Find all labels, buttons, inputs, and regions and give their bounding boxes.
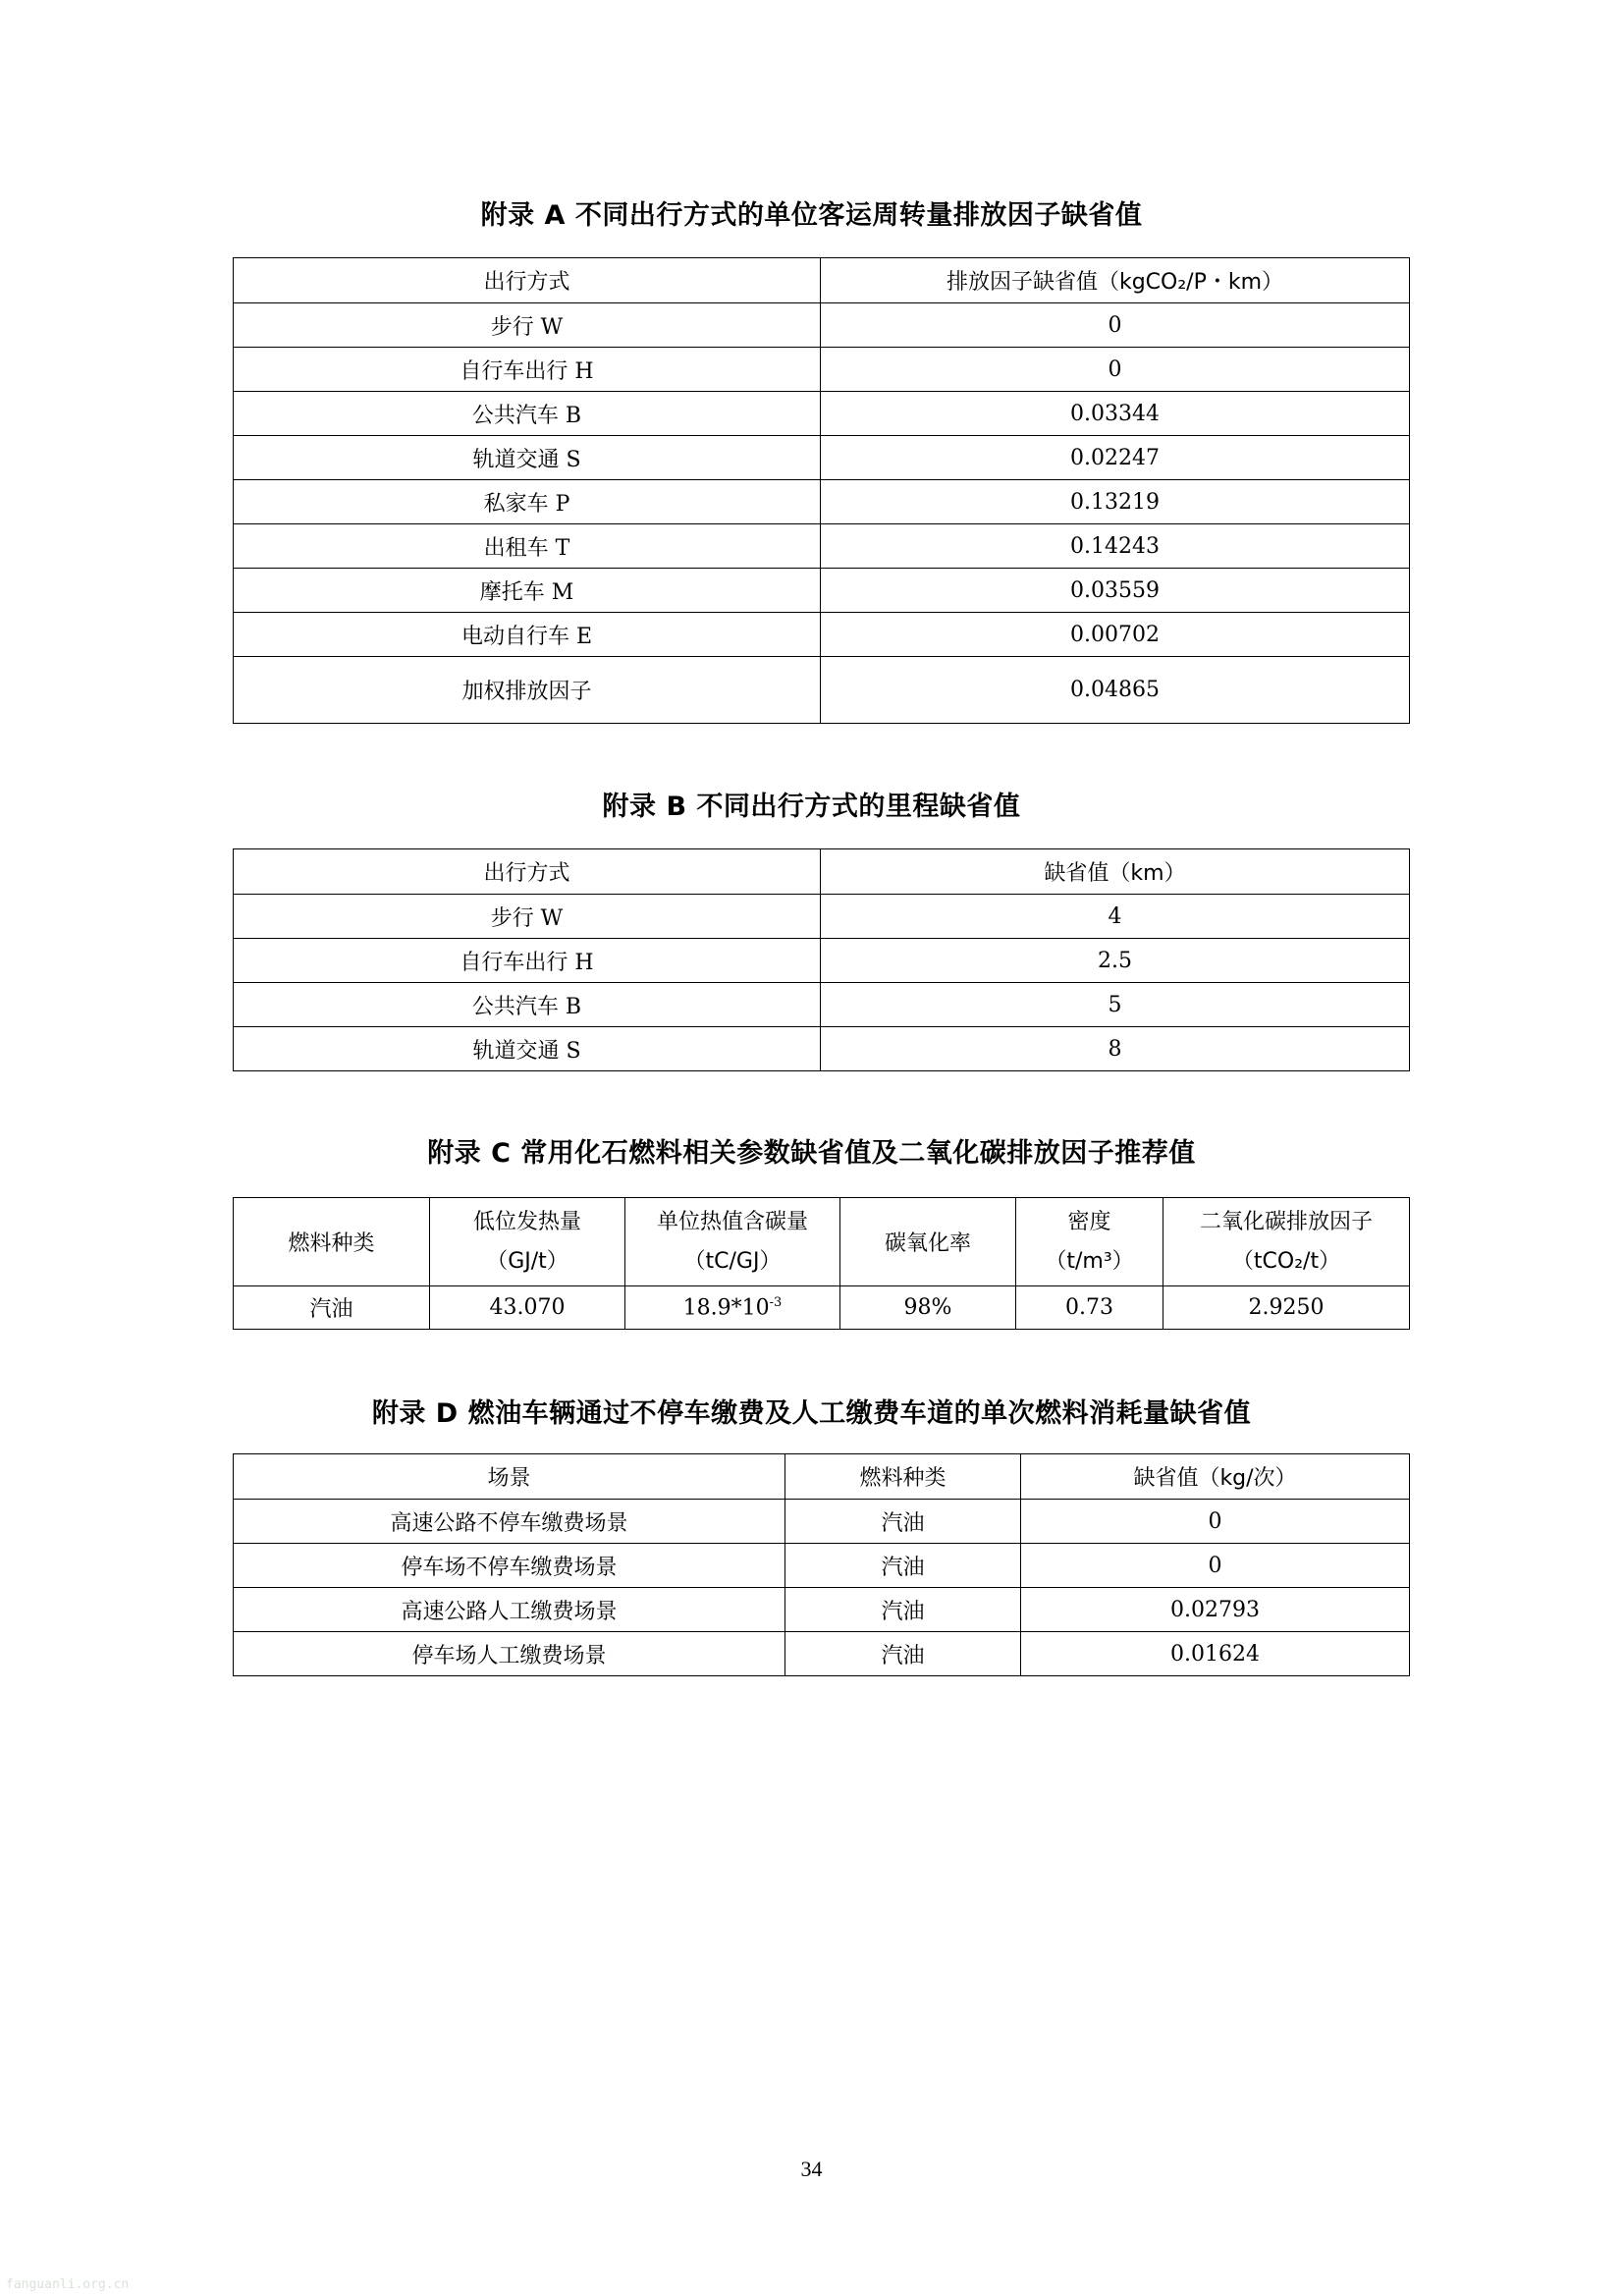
table-cell: 0.03559 xyxy=(821,569,1410,613)
table-row xyxy=(234,1632,1410,1676)
table-cell: 0.04865 xyxy=(821,657,1410,724)
table-cell xyxy=(625,1286,840,1330)
table-row xyxy=(234,436,1410,480)
header-label: 二氧化碳排放因子 xyxy=(1199,1209,1373,1234)
page-number: 34 xyxy=(800,2157,823,2181)
header-unit: （t/m³） xyxy=(1045,1248,1134,1274)
header-fuel-type: 燃料种类 xyxy=(234,1198,430,1286)
table-cell: 43.070 xyxy=(430,1286,625,1330)
header-cell: 缺省值（kg/次） xyxy=(1021,1454,1410,1500)
table-cell: 0.02247 xyxy=(821,436,1410,480)
table-row xyxy=(234,480,1410,524)
table-cell: 8 xyxy=(821,1027,1410,1071)
header-cell: 排放因子缺省值（kgCO₂/P・km） xyxy=(821,258,1410,303)
table-cell: 轨道交通 S xyxy=(234,436,821,480)
table-row xyxy=(234,1286,1410,1330)
table-cell: 98% xyxy=(840,1286,1016,1330)
carbon-exponent: -3 xyxy=(769,1294,783,1310)
table-cell: 0.00702 xyxy=(821,613,1410,657)
table-cell: 0 xyxy=(1021,1500,1410,1544)
header-unit: （GJ/t） xyxy=(486,1248,568,1274)
table-row xyxy=(234,1588,1410,1632)
appendix-a-table xyxy=(233,257,1410,724)
table-cell: 汽油 xyxy=(785,1500,1021,1544)
table-cell: 0 xyxy=(821,303,1410,348)
table-cell: 5 xyxy=(821,983,1410,1027)
table-row xyxy=(234,569,1410,613)
table-header-row xyxy=(234,258,1410,303)
header-label: 单位热值含碳量 xyxy=(656,1209,808,1234)
header-carbon-content xyxy=(625,1198,840,1286)
table-row xyxy=(234,1544,1410,1588)
header-label: 低位发热量 xyxy=(472,1209,581,1234)
table-cell: 自行车出行 H xyxy=(234,939,821,983)
table-cell: 步行 W xyxy=(234,303,821,348)
header-emission-factor xyxy=(1163,1198,1410,1286)
table-cell: 4 xyxy=(821,895,1410,939)
header-cell: 缺省值（km） xyxy=(821,849,1410,895)
header-oxidation: 碳氧化率 xyxy=(840,1198,1016,1286)
table-cell: 轨道交通 S xyxy=(234,1027,821,1071)
header-cell: 场景 xyxy=(234,1454,785,1500)
table-cell: 公共汽车 B xyxy=(234,392,821,436)
table-row xyxy=(234,613,1410,657)
table-row xyxy=(234,657,1410,724)
header-density xyxy=(1016,1198,1163,1286)
table-cell: 汽油 xyxy=(785,1544,1021,1588)
table-row xyxy=(234,1500,1410,1544)
table-cell: 汽油 xyxy=(785,1632,1021,1676)
table-cell: 步行 W xyxy=(234,895,821,939)
header-label: 密度 xyxy=(1067,1209,1111,1234)
table-row xyxy=(234,1027,1410,1071)
appendix-d-table xyxy=(233,1453,1410,1676)
header-cell: 出行方式 xyxy=(234,258,821,303)
table-row xyxy=(234,524,1410,569)
watermark: fanguanli.org.cn xyxy=(6,2277,130,2292)
table-cell: 2.5 xyxy=(821,939,1410,983)
header-unit: （tCO₂/t） xyxy=(1231,1248,1341,1274)
table-cell: 0 xyxy=(1021,1544,1410,1588)
appendix-d-title: 附录 D 燃油车辆通过不停车缴费及人工缴费车道的单次燃料消耗量缺省值 xyxy=(371,1398,1252,1429)
table-cell: 摩托车 M xyxy=(234,569,821,613)
appendix-a-title: 附录 A 不同出行方式的单位客运周转量排放因子缺省值 xyxy=(480,200,1143,231)
table-row xyxy=(234,895,1410,939)
table-cell: 出租车 T xyxy=(234,524,821,569)
table-cell: 高速公路人工缴费场景 xyxy=(234,1588,785,1632)
table-row xyxy=(234,303,1410,348)
header-cell: 出行方式 xyxy=(234,849,821,895)
table-cell: 0.01624 xyxy=(1021,1632,1410,1676)
table-cell: 2.9250 xyxy=(1163,1286,1410,1330)
table-row xyxy=(234,983,1410,1027)
table-header-row xyxy=(234,1454,1410,1500)
table-cell: 停车场人工缴费场景 xyxy=(234,1632,785,1676)
table-cell: 公共汽车 B xyxy=(234,983,821,1027)
table-header-row xyxy=(234,849,1410,895)
table-cell: 高速公路不停车缴费场景 xyxy=(234,1500,785,1544)
table-row xyxy=(234,348,1410,392)
table-cell: 0.14243 xyxy=(821,524,1410,569)
appendix-b-title: 附录 B 不同出行方式的里程缺省值 xyxy=(602,792,1021,822)
appendix-b-table xyxy=(233,848,1410,1071)
table-cell: 0.13219 xyxy=(821,480,1410,524)
table-cell: 汽油 xyxy=(234,1286,430,1330)
header-cell: 燃料种类 xyxy=(785,1454,1021,1500)
table-cell: 停车场不停车缴费场景 xyxy=(234,1544,785,1588)
carbon-base: 18.9*10 xyxy=(682,1295,770,1321)
appendix-c-title: 附录 C 常用化石燃料相关参数缺省值及二氧化碳排放因子推荐值 xyxy=(427,1138,1196,1169)
appendix-c-table xyxy=(233,1197,1410,1330)
table-cell: 自行车出行 H xyxy=(234,348,821,392)
header-ncv xyxy=(430,1198,625,1286)
table-cell: 电动自行车 E xyxy=(234,613,821,657)
table-header-row xyxy=(234,1198,1410,1286)
table-cell: 0.02793 xyxy=(1021,1588,1410,1632)
table-cell: 汽油 xyxy=(785,1588,1021,1632)
table-cell: 加权排放因子 xyxy=(234,657,821,724)
table-cell: 私家车 P xyxy=(234,480,821,524)
table-cell: 0 xyxy=(821,348,1410,392)
table-cell: 0.73 xyxy=(1016,1286,1163,1330)
header-unit: （tC/GJ） xyxy=(683,1248,782,1274)
table-row xyxy=(234,392,1410,436)
table-cell: 0.03344 xyxy=(821,392,1410,436)
table-row xyxy=(234,939,1410,983)
